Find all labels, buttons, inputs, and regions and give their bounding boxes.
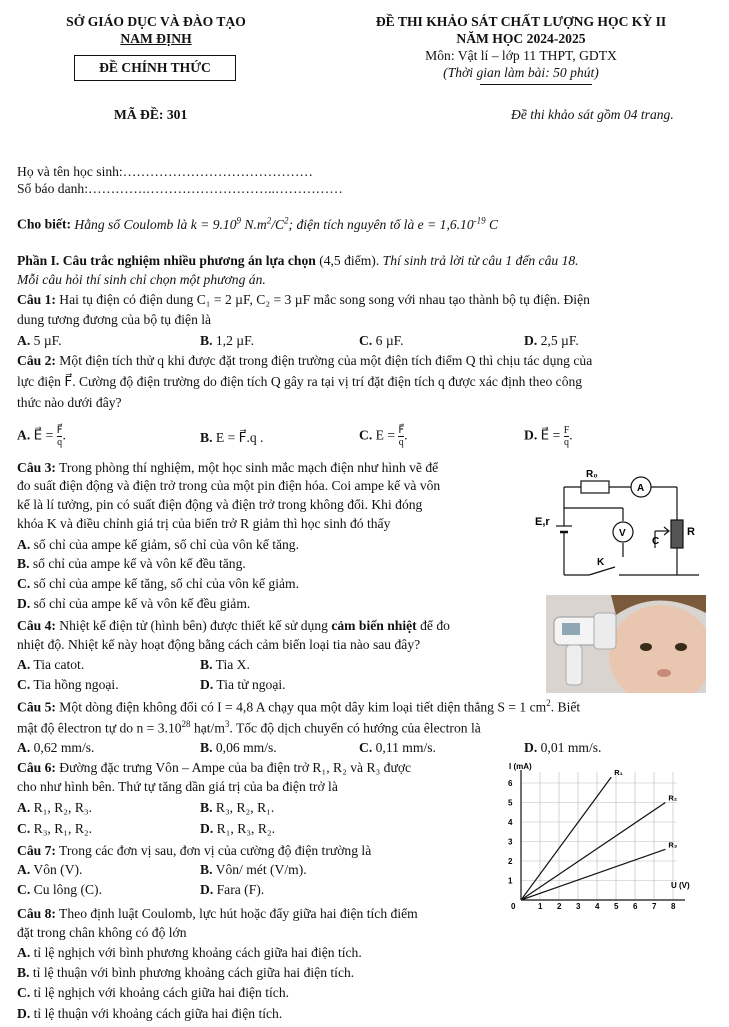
given-label: Cho biết: [17, 216, 71, 232]
exam-code: MÃ ĐỀ: 301 [114, 107, 188, 122]
voltmeter-label: V [619, 528, 626, 539]
q2-option-a[interactable]: A. E⃗ = $\frac{F⃗}{q}$ . [17, 425, 66, 448]
q2-stem: Câu 2: Một điện tích thử q khi được đặt trong điện trường của một điện tích điểm Q thì chịu tác dụng của [17, 353, 593, 368]
iu-y-axis-label: I (mA) [509, 762, 532, 771]
q5-option-c[interactable]: C. 0,11 mm/s. [359, 740, 436, 755]
iu-x-tick-label: 1 [538, 902, 543, 911]
q4-stem: Câu 4: Nhiệt kế điện tử (hình bên) được thiết kế sử dụng cảm biến nhiệt để đo [17, 618, 450, 633]
q3-option-d[interactable]: D. số chỉ của ampe kế và vôn kế đều giảm. [17, 596, 251, 611]
exam-title: ĐỀ THI KHẢO SÁT CHẤT LƯỢNG HỌC KỲ II [375, 14, 667, 29]
iu-x-tick-label: 2 [557, 902, 562, 911]
r0-label: R₀ [586, 469, 598, 480]
q1-stem-cont: dung tương đương của bộ tụ điện là [17, 312, 212, 327]
ammeter-label: A [637, 483, 645, 494]
subject-line: Môn: Vật lí – lớp 11 THPT, GDTX [425, 48, 617, 63]
iu-x-tick-label: 5 [614, 902, 619, 911]
q6-option-a[interactable]: A. R₁, R₂, R₃. [17, 800, 93, 815]
q8-option-b[interactable]: B. tỉ lệ thuận với bình phương khoảng cách giữa hai điện tích. [17, 965, 355, 980]
q8-option-a[interactable]: A. tỉ lệ nghịch với bình phương khoảng cách giữa hai điện tích. [17, 945, 362, 960]
q6-option-b[interactable]: B. R₃, R₂, R₁. [200, 800, 275, 815]
q1-option-b[interactable]: B. 1,2 µF. [200, 333, 254, 348]
q5-stem-cont: mật độ êlectron tự do $n = 3.10^{28}$ hạt/$m^3$. Tốc độ dịch chuyển có hướng của êlectron là [17, 719, 481, 736]
q2-stem-cont2: thức nào dưới đây? [17, 395, 122, 410]
q1-stem: Câu 1: Hai tụ điện có điện dung C₁ = 2 µF, C₂ = 3 µF mắc song song với nhau tạo thành bộ tụ điện. Điện [17, 292, 590, 307]
school-year: NĂM HỌC 2024-2025 [456, 31, 586, 46]
official-label: ĐỀ CHÍNH THỨC [99, 60, 211, 75]
q7-option-b[interactable]: B. Vôn/ mét (V/m). [200, 862, 307, 877]
iu-line-label: R₁ [614, 768, 623, 778]
time-underline [480, 84, 592, 85]
q2-option-b[interactable]: B. E = F⃗.q . [200, 430, 264, 445]
iu-line-r2 [521, 803, 665, 901]
q5-option-d[interactable]: D. 0,01 mm/s. [524, 740, 602, 755]
iu-x-tick-label: 4 [595, 902, 600, 911]
given-constants [17, 215, 498, 233]
q2-stem-cont: lực điện F⃗. Cường độ điện trường do điện tích Q gây ra tại vị trí đặt điện tích q được xác định theo công [17, 374, 583, 389]
q5-stem: Câu 5: Một dòng điện không đổi có I = 4,8 A chạy qua một dây kim loại tiết diện thẳng S = 1 $cm^2$. Biết [17, 698, 581, 715]
q8-option-c[interactable]: C. tỉ lệ nghịch với khoảng cách giữa hai điện tích. [17, 985, 290, 1000]
q2-option-c[interactable]: C. E = $\frac{F⃗}{q}$ . [359, 425, 408, 448]
iu-x-tick-label: 7 [652, 902, 657, 911]
q4-option-b[interactable]: B. Tia X. [200, 657, 250, 672]
iu-line-r1 [521, 777, 611, 900]
q6-stem: Câu 6: Đường đặc trưng Vôn – Ampe của ba điện trở R₁, R₂ và R₃ được [17, 760, 412, 775]
q3-stem: Câu 3: Trong phòng thí nghiệm, một học sinh mắc mạch điện như hình vẽ để [17, 460, 439, 475]
slider-label: C [652, 536, 660, 547]
part1-instruction: Mỗi câu hỏi thí sinh chỉ chọn một phương án. [17, 272, 266, 287]
q5-option-b[interactable]: B. 0,06 mm/s. [200, 740, 277, 755]
thermometer-photo [546, 595, 706, 693]
iu-y-tick-label: 2 [508, 857, 513, 866]
q1-option-d[interactable]: D. 2,5 µF. [524, 333, 579, 348]
iu-line-label: R₃ [668, 840, 678, 850]
q4-option-d[interactable]: D. Tia tử ngoại. [200, 677, 286, 692]
iu-y-tick-label: 5 [508, 798, 513, 808]
rheostat-label: R [687, 526, 695, 538]
student-name-field: Họ và tên học sinh:…………………………………… [17, 164, 314, 179]
student-id-field: Số báo danh:………….………………………..…………… [17, 181, 343, 196]
q3-option-c[interactable]: C. số chỉ của ampe kế tăng, số chỉ của vôn kế giảm. [17, 576, 299, 591]
q3-stem-cont2: kế là lí tưởng, pin có suất điện động và điện trở trong không đổi. Khi đóng [17, 497, 423, 512]
q7-option-a[interactable]: A. Vôn (V). [17, 862, 83, 877]
q3-stem-cont3: khóa K và điều chỉnh giá trị của biến trở R giảm thì học sinh đó thấy [17, 516, 391, 531]
q6-option-c[interactable]: C. R₃, R₁, R₂. [17, 821, 93, 836]
q4-option-c[interactable]: C. Tia hồng ngoại. [17, 677, 119, 692]
iu-x-tick-label: 6 [633, 902, 638, 911]
source-label: E,r [535, 516, 550, 528]
q1-option-c[interactable]: C. 6 µF. [359, 333, 404, 348]
given-text: Hằng số Coulomb là $k = 9.10^9$ $N.m^2/C^2$; điện tích nguyên tố là $e = 1,6.10^{-19}$ C [74, 215, 499, 232]
official-exam-box [74, 55, 236, 81]
iu-y-tick-label: 1 [508, 876, 513, 886]
time-line: (Thời gian làm bài: 50 phút) [443, 65, 599, 80]
pages-note: Đề thi khảo sát gồm 04 trang. [511, 107, 674, 122]
q8-stem-cont: đặt trong chân không có độ lớn [17, 925, 187, 940]
q5-option-a[interactable]: A. 0,62 mm/s. [17, 740, 95, 755]
q7-option-d[interactable]: D. Fara (F). [200, 882, 265, 897]
q4-option-a[interactable]: A. Tia catot. [17, 657, 85, 672]
q3-option-a[interactable]: A. số chỉ của ampe kế giảm, số chỉ của vôn kế tăng. [17, 537, 299, 552]
q1-option-a[interactable]: A. 5 µF. [17, 333, 62, 348]
dept-name: SỞ GIÁO DỤC VÀ ĐÀO TẠO [66, 14, 246, 29]
q2-option-d[interactable]: D. E⃗ = $\frac{F}{q}$ . [524, 425, 573, 448]
iu-x-axis-label: U (V) [671, 881, 690, 890]
iu-y-tick-label: 4 [508, 818, 513, 827]
q8-stem: Câu 8: Theo định luật Coulomb, lực hút hoặc đẩy giữa hai điện tích điểm [17, 906, 418, 921]
q3-option-b[interactable]: B. số chỉ của ampe kế và vôn kế đều tăng. [17, 556, 246, 571]
switch-label: K [597, 557, 605, 568]
q6-stem-cont: cho như hình bên. Thứ tự tăng dần giá trị của ba điện trở là [17, 779, 338, 794]
circuit-diagram [527, 463, 713, 583]
province-name: NAM ĐỊNH [120, 31, 192, 46]
iu-x-tick-label: 3 [576, 902, 581, 911]
q7-stem: Câu 7: Trong các đơn vị sau, đơn vị của cường độ điện trường là [17, 843, 372, 858]
iu-y-tick-label: 6 [508, 779, 513, 788]
q6-option-d[interactable]: D. R₁, R₃, R₂. [200, 821, 276, 836]
iu-origin-label: 0 [511, 902, 516, 911]
q8-option-d[interactable]: D. tỉ lệ thuận với khoảng cách giữa hai điện tích. [17, 1006, 283, 1021]
q7-option-c[interactable]: C. Cu lông (C). [17, 882, 102, 897]
q3-stem-cont: đo suất điện động và điện trở trong của một pin điện hóa. Coi ampe kế và vôn [17, 478, 441, 493]
iu-y-tick-label: 3 [508, 837, 513, 847]
iu-line-r3 [521, 849, 665, 900]
iu-x-tick-label: 8 [671, 902, 676, 911]
iu-characteristic-graph [505, 760, 691, 912]
iu-line-label: R₂ [668, 793, 678, 803]
part1-heading: Phần I. Câu trắc nghiệm nhiều phương án lựa chọn (4,5 điểm). Thí sinh trả lời từ câu 1 đến câu 18. [17, 253, 579, 268]
q4-stem-cont: nhiệt độ. Nhiệt kế này hoạt động bằng cách cảm biến loại tia nào sau đây? [17, 637, 421, 652]
